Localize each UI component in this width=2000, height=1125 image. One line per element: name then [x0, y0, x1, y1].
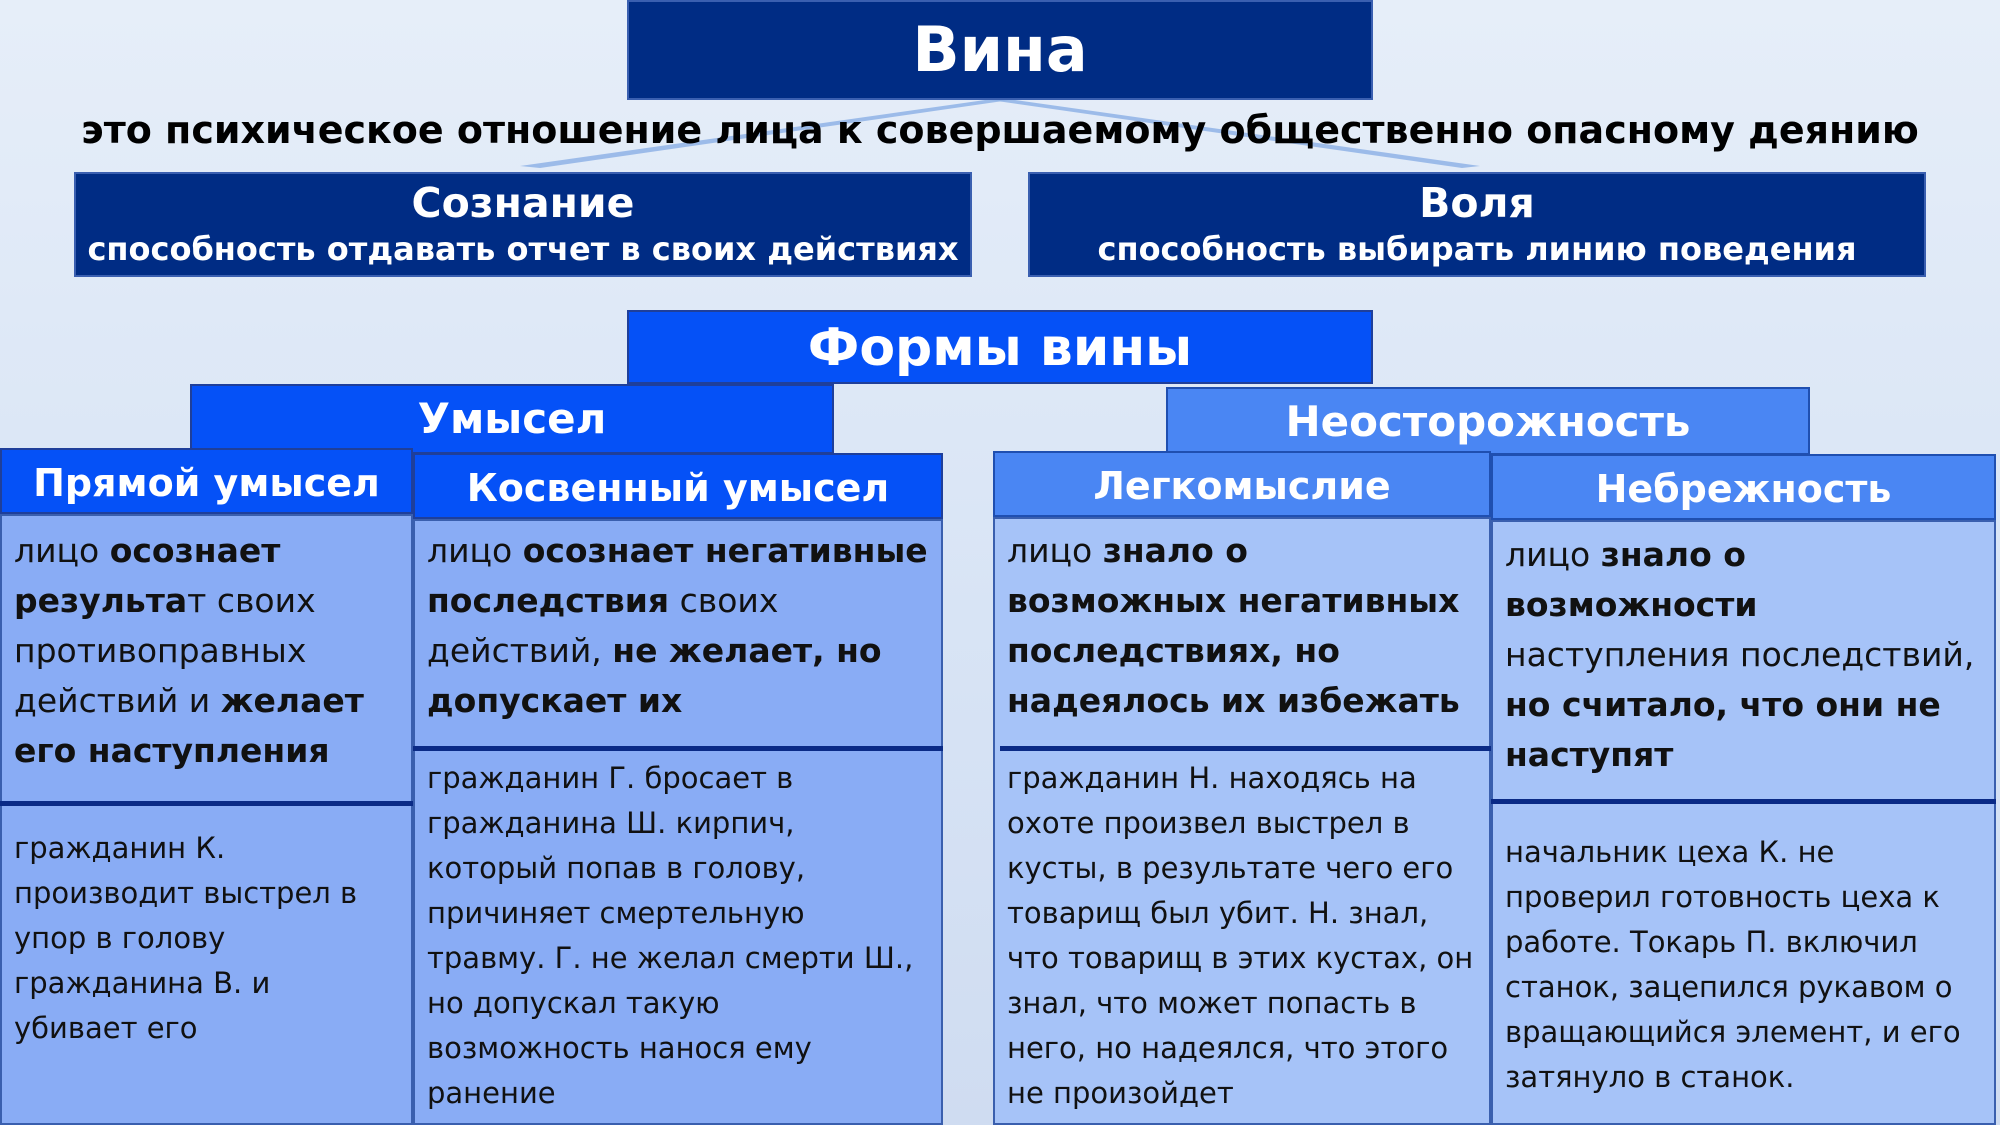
indirect-intent-header: [413, 453, 943, 519]
direct-intent-example: гражданин К. производит выстрел в упор в голову гражданина В. и убивает его: [14, 831, 358, 1045]
frivolity-header: [993, 451, 1491, 517]
definition-text-segment: лицо: [1007, 531, 1103, 570]
intent-title: Умысел: [417, 394, 607, 443]
main-title: Вина: [912, 13, 1088, 86]
definition-text-segment: т своих противоправных действий и: [14, 581, 316, 720]
will-box: [1028, 172, 1926, 277]
definition-text-segment: лицо: [1505, 535, 1601, 574]
definition-emphasis: осознает негативные последствия: [427, 531, 928, 620]
definition-text-segment: лицо: [14, 531, 110, 570]
definition-emphasis: знало о возможных негативных последствиях, но надеялось их избежать: [1007, 531, 1460, 720]
indirect-intent-title: Косвенный умысел: [466, 466, 890, 510]
negligence-box: [1166, 387, 1810, 455]
direct-intent-header: [0, 448, 413, 514]
definition-emphasis: не желает, но допускает их: [427, 631, 882, 720]
consciousness-box: [74, 172, 972, 277]
divider: [413, 746, 943, 751]
frivolity-example: гражданин Н. находясь на охоте произвел выстрел в кусты, в результате чего его товарищ был убит. Н. знал, что товарищ в этих кустах, он знал, что может попасть в него, но надеялся, что этого не произойдет: [1007, 761, 1474, 1110]
direct-intent-def: [0, 526, 413, 776]
consciousness-desc: способность отдавать отчет в своих действиях: [87, 230, 959, 268]
definition-emphasis: знало о возможности: [1505, 535, 1758, 624]
consciousness-title: Сознание: [411, 179, 635, 227]
will-desc: способность выбирать линию поведения: [1097, 230, 1857, 268]
carelessness-title: Небрежность: [1595, 467, 1892, 511]
frivolity-title: Легкомыслие: [1093, 464, 1391, 508]
will-title: Воля: [1419, 179, 1535, 227]
negligence-title: Неосторожность: [1285, 397, 1691, 446]
definition-text: это психическое отношение лица к совершаемому общественно опасному деянию: [81, 108, 1919, 152]
indirect-intent-def: [413, 526, 943, 726]
indirect-intent-example: гражданин Г. бросает в гражданина Ш. кирпич, который попав в голову, причиняет смертельную травму. Г. не желал смерти Ш., но допускал такую возможность нанося ему ранение: [427, 761, 914, 1110]
divider: [1491, 799, 1996, 804]
forms-box: [627, 310, 1373, 384]
frivolity-def: [993, 526, 1491, 726]
definition-emphasis: но считало, что они не наступят: [1505, 685, 1941, 774]
carelessness-example: начальник цеха К. не проверил готовность цеха к работе. Токарь П. включил станок, зацепился рукавом о вращающийся элемент, и его затянуло в станок.: [1505, 835, 1961, 1094]
divider: [1000, 746, 1491, 751]
divider: [0, 801, 413, 806]
carelessness-header: [1491, 454, 1996, 520]
definition-emphasis: желает его наступления: [14, 681, 364, 770]
definition-text-segment: лицо: [427, 531, 523, 570]
direct-intent-title: Прямой умысел: [33, 461, 380, 505]
forms-title: Формы вины: [807, 318, 1193, 378]
definition-emphasis: осознает результа: [14, 531, 281, 620]
definition-text-segment: своих действий,: [427, 581, 779, 670]
definition-text-segment: наступления последствий,: [1505, 635, 1975, 674]
carelessness-def: [1491, 530, 1996, 780]
intent-box: [190, 384, 834, 454]
main-title-box: [627, 0, 1373, 100]
